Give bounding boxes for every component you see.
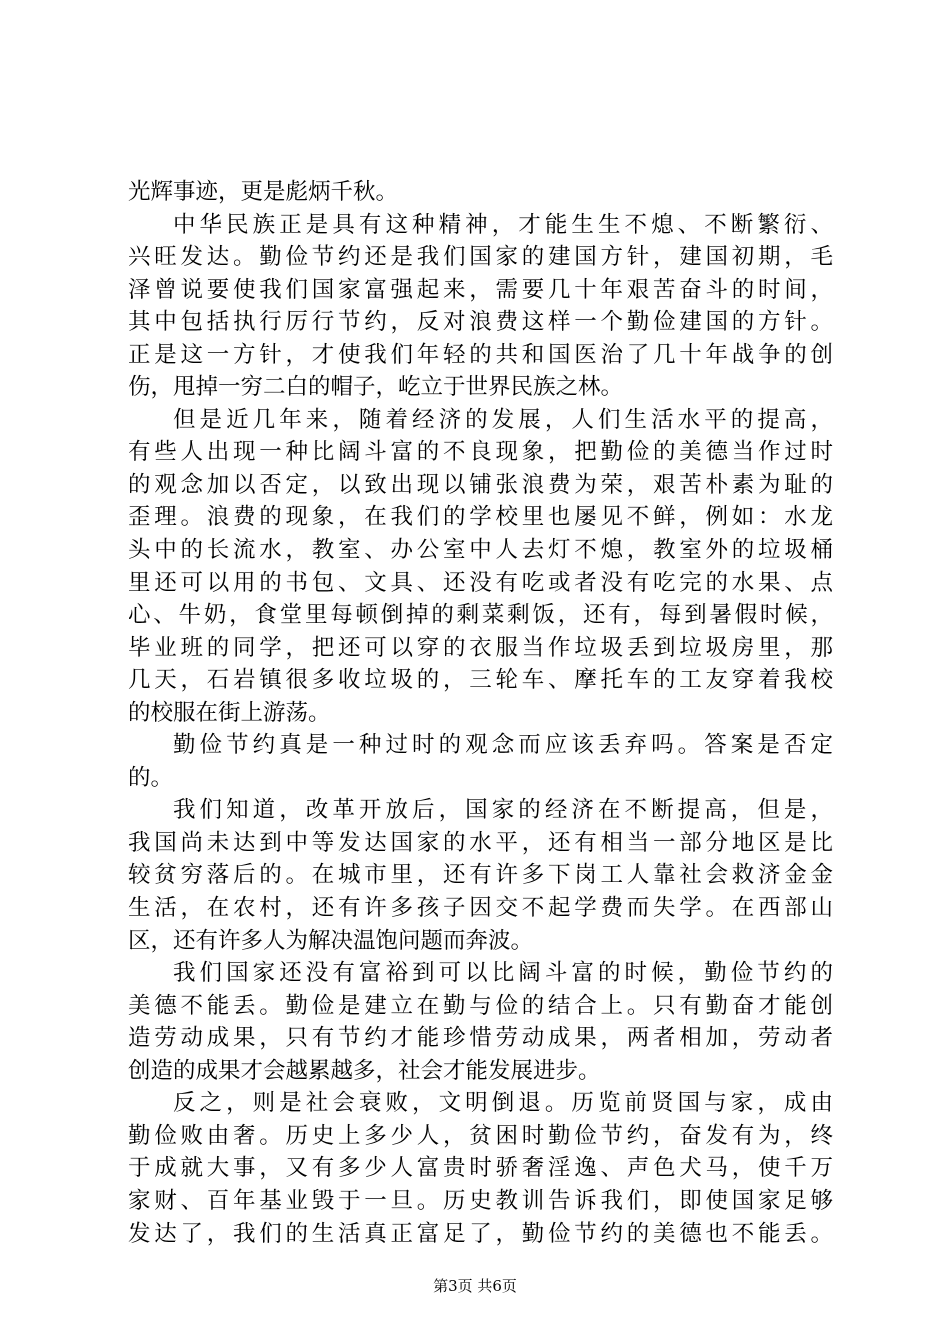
text-line: 于成就大事，又有多少人富贵时骄奢淫逸、声色犬马，使千万 [128,1155,833,1182]
text-line: 中华民族正是具有这种精神，才能生生不熄、不断繁衍、 [173,211,833,238]
text-line: 心、牛奶，食堂里每顿倒掉的剩菜剩饭，还有，每到暑假时候， [128,602,833,629]
text-line: 较贫穷落后的。在城市里，还有许多下岗工人靠社会救济金金 [128,862,833,889]
text-line: 歪理。浪费的现象，在我们的学校里也屡见不鲜，例如：水龙 [128,504,833,531]
text-line: 毕业班的同学，把还可以穿的衣服当作垃圾丢到垃圾房里，那 [128,634,833,661]
text-line: 其中包括执行厉行节约，反对浪费这样一个勤俭建国的方针。 [128,309,833,336]
text-line: 区，还有许多人为解决温饱问题而奔波。 [128,927,534,954]
text-line: 兴旺发达。勤俭节约还是我们国家的建国方针，建国初期，毛 [128,244,833,271]
text-line: 正是这一方针，才使我们年轻的共和国医治了几十年战争的创 [128,341,833,368]
text-line: 发达了，我们的生活真正富足了，勤俭节约的美德也不能丢。 [128,1220,833,1247]
text-line: 但是近几年来，随着经济的发展，人们生活水平的提高， [173,406,833,433]
document-body [128,176,833,1250]
text-line: 生活，在农村，还有许多孩子因交不起学费而失学。在西部山 [128,895,833,922]
text-line: 的校服在街上游荡。 [128,699,331,726]
text-line: 美德不能丢。勤俭是建立在勤与俭的结合上。只有勤奋才能创 [128,992,833,1019]
text-line: 泽曾说要使我们国家富强起来，需要几十年艰苦奋斗的时间， [128,276,833,303]
text-line: 有些人出现一种比阔斗富的不良现象，把勤俭的美德当作过时 [128,439,833,466]
text-line: 我国尚未达到中等发达国家的水平，还有相当一部分地区是比 [128,829,833,856]
text-line: 几天，石岩镇很多收垃圾的，三轮车、摩托车的工友穿着我校 [128,667,833,694]
text-line: 勤俭节约真是一种过时的观念而应该丢弃吗。答案是否定 [173,732,833,759]
text-line: 创造的成果才会越累越多，社会才能发展进步。 [128,1057,601,1084]
text-line: 伤，甩掉一穷二白的帽子，屹立于世界民族之林。 [128,374,624,401]
text-line: 我们知道，改革开放后，国家的经济在不断提高，但是， [173,797,833,824]
text-line: 造劳动成果，只有节约才能珍惜劳动成果，两者相加，劳动者 [128,1025,833,1052]
page-number-footer: 第3页 共6页 [433,1277,517,1295]
text-line: 光辉事迹，更是彪炳千秋。 [128,179,399,205]
text-line: 反之，则是社会衰败，文明倒退。历览前贤国与家，成由 [173,1090,833,1117]
text-line: 家财、百年基业毁于一旦。历史教训告诉我们，即使国家足够 [128,1187,833,1214]
text-line: 里还可以用的书包、文具、还没有吃或者没有吃完的水果、点 [128,569,833,596]
text-line: 勤俭败由奢。历史上多少人，贫困时勤俭节约，奋发有为，终 [128,1122,833,1149]
text-line: 头中的长流水，教室、办公室中人去灯不熄，教室外的垃圾桶 [128,537,833,564]
text-line: 的观念加以否定，以致出现以铺张浪费为荣，艰苦朴素为耻的 [128,471,833,498]
text-line: 我们国家还没有富裕到可以比阔斗富的时候，勤俭节约的 [173,960,833,987]
text-line: 的。 [128,764,174,791]
